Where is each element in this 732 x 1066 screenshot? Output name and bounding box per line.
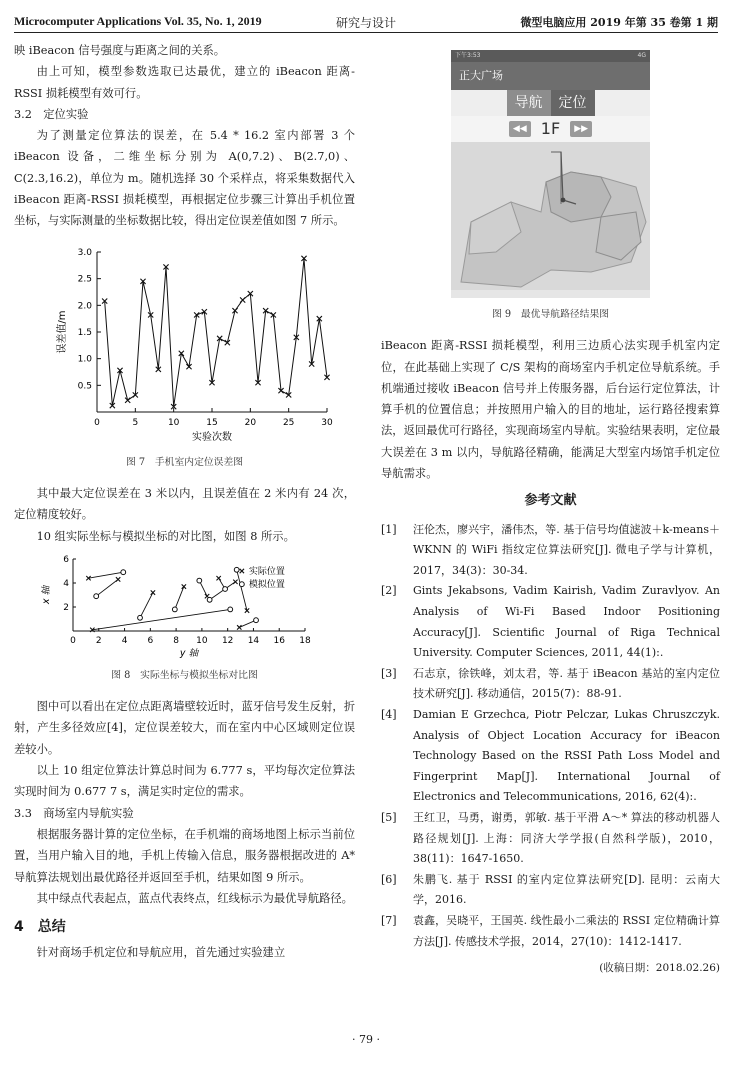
y-tick-label: 1.0 bbox=[77, 354, 92, 365]
simulated-position-point bbox=[222, 586, 227, 591]
pair-connector bbox=[92, 609, 230, 629]
x-tick-label: 18 bbox=[298, 635, 311, 646]
reference-text: 袁鑫，吴晓平，王国英. 线性最小二乘法的 RSSI 定位精确计算方法[J]. 传感技术学报，2014，27(10)：1412-1417. bbox=[413, 913, 720, 948]
simulated-position-point bbox=[93, 594, 98, 599]
pair-connector bbox=[88, 572, 123, 578]
reference-item bbox=[381, 705, 720, 808]
received-date: (收稿日期：2018.02.26) bbox=[599, 962, 720, 975]
reference-text: 朱鹏飞. 基于 RSSI 的室内定位算法研究[D]. 昆明：云南大学，2016. bbox=[413, 872, 720, 907]
legend-simulated-marker bbox=[239, 582, 244, 587]
x-tick-label: 0 bbox=[93, 417, 100, 428]
simulated-position-point bbox=[253, 618, 258, 623]
paragraph: 为了测量定位算法的误差，在 5.4 * 16.2 室内部署 3 个 iBeacon 设备，二维坐标分别为 A(0,7.2)、B(2.7,0)、C(2.3,16.2)，单位为 m。随机选择 30 个采样点，将采集数据代入 iBeacon 距离-RSSI 损耗模型，再根据定位步骤三计算出手机位置坐标，与实际测量的坐标数据比较，得出定位误差值如图 7 所示。 bbox=[14, 129, 355, 228]
reference-text: Gints Jekabsons, Vadim Kairish, Vadim Zuravlyov. An Analysis of Wi-Fi Based Indoor Positioning Accuracy[J]. Scientific Journal of Riga Technical University. Computer Sciences, 2011, 44(1):. bbox=[413, 584, 720, 660]
floor-switcher bbox=[451, 116, 650, 142]
x-tick-label: 4 bbox=[121, 635, 127, 646]
reference-text: 王红卫，马勇，谢勇，郭敏. 基于平滑 A～* 算法的移动机器人路径规划[J]. 上海：同济大学学报(自然科学版)，2010，38(11)：1647-1650. bbox=[413, 810, 720, 866]
floor-label: 1F bbox=[540, 119, 561, 139]
simulated-position-point bbox=[120, 570, 125, 575]
x-tick-label: 25 bbox=[282, 417, 294, 428]
figure-9-screenshot bbox=[451, 50, 650, 298]
y-tick-label: 3.0 bbox=[77, 247, 92, 258]
pair-connector bbox=[96, 579, 118, 596]
subsection-heading: 3.3 商场室内导航实验 bbox=[14, 806, 134, 820]
pair-connector bbox=[174, 586, 183, 609]
status-signal: 4G bbox=[637, 52, 646, 59]
legend-actual-marker bbox=[239, 569, 243, 573]
x-tick-label: 14 bbox=[247, 635, 259, 646]
references-heading: 参考文献 bbox=[524, 493, 577, 509]
figure-9-caption: 图 9 最优导航路径结果图 bbox=[491, 309, 610, 320]
pair-connector bbox=[236, 570, 246, 611]
reference-item bbox=[381, 911, 720, 952]
y-axis-label: x 轴 bbox=[40, 585, 52, 604]
x-axis-label: y 轴 bbox=[179, 647, 198, 659]
reference-item bbox=[381, 520, 720, 582]
x-tick-label: 30 bbox=[320, 417, 333, 428]
x-tick-label: 5 bbox=[131, 417, 138, 428]
reference-number: [2] bbox=[381, 584, 397, 598]
section-label: 研究与设计 bbox=[335, 16, 396, 30]
running-header bbox=[14, 14, 718, 32]
subsection-heading: 3.2 定位实验 bbox=[14, 107, 89, 121]
legend-actual-label: 实际位置 bbox=[248, 566, 285, 577]
actual-position-point bbox=[233, 579, 237, 583]
journal-en: Microcomputer Applications Vol. 35, No. 1, 2019 bbox=[14, 14, 262, 28]
prev-floor-icon: ◀◀ bbox=[509, 121, 531, 137]
x-tick-label: 0 bbox=[69, 635, 76, 646]
x-tick-label: 20 bbox=[244, 417, 256, 428]
simulated-position-point bbox=[234, 567, 239, 572]
error-data-point bbox=[240, 297, 245, 302]
reference-list bbox=[381, 520, 720, 952]
y-tick-label: 2 bbox=[62, 602, 69, 613]
x-tick-label: 12 bbox=[221, 635, 233, 646]
x-tick-label: 10 bbox=[195, 635, 208, 646]
reference-item bbox=[381, 664, 720, 705]
right-column bbox=[381, 40, 720, 979]
reference-number: [4] bbox=[381, 708, 397, 722]
page-number: · 79 · bbox=[352, 1033, 380, 1046]
x-tick-label: 6 bbox=[146, 635, 153, 646]
paragraph: 映 iBeacon 信号强度与距离之间的关系。 bbox=[14, 44, 226, 57]
reference-item bbox=[381, 808, 720, 870]
app-title: 正大广场 bbox=[451, 62, 650, 90]
simulated-position-point bbox=[227, 607, 232, 612]
simulated-position-point bbox=[196, 578, 201, 583]
x-tick-label: 10 bbox=[167, 417, 179, 428]
mall-map bbox=[451, 142, 650, 298]
pair-connector bbox=[140, 592, 153, 617]
figure-7-chart bbox=[35, 240, 335, 448]
tab-location: 定位 bbox=[551, 90, 595, 116]
y-tick-label: 1.5 bbox=[77, 327, 92, 338]
reference-number: [6] bbox=[381, 872, 397, 886]
paragraph: 以上 10 组定位算法计算总时间为 6.777 s，平均每次定位算法实现时间为 0.677 7 s，满足实时定位的需求。 bbox=[14, 764, 355, 799]
y-tick-label: 6 bbox=[62, 554, 69, 565]
paragraph: 10 组实际坐标与模拟坐标的对比图，如图 8 所示。 bbox=[36, 529, 295, 543]
actual-position-point bbox=[115, 577, 119, 581]
paragraph: iBeacon 距离-RSSI 损耗模型，利用三边质心法实现手机室内定位，在此基础上实现了 C/S 架构的商场室内手机定位导航系统。手机端通过接收 iBeacon 信号并上传服务器，后台运行定位算法，计算手机的位置信息；并按照用户输入的目的地址，运行路径搜索算法，返回最优可行路径，实现商场室内导航。实验结果表明，定位最大误差在 3 m 以内，导航路径精确，能满足大型室内场馆手机定位导航需求。 bbox=[381, 339, 720, 481]
y-tick-label: 0.5 bbox=[77, 381, 92, 392]
y-axis-label: 误差值/m bbox=[56, 310, 68, 354]
paragraph: 其中最大定位误差在 3 米以内，且误差值在 2 米内有 24 次，定位精度较好。 bbox=[14, 486, 355, 522]
x-tick-label: 15 bbox=[205, 417, 218, 428]
y-tick-label: 2.5 bbox=[77, 274, 92, 285]
reference-text: 石志京，徐铁峰，刘太君，等. 基于 iBeacon 基站的室内定位技术研究[J]. 移动通信，2015(7)：88-91. bbox=[413, 666, 720, 701]
paragraph: 其中绿点代表起点，蓝点代表终点，红线标示为最优导航路径。 bbox=[36, 891, 353, 905]
paragraph: 根据服务器计算的定位坐标，在手机端的商场地图上标示当前位置，当用户输入目的地，手机上传输入信息，服务器根据改进的 A* 导航算法规划出最优路径并返回至手机，结果如图 9 所示。 bbox=[14, 827, 355, 884]
reference-item bbox=[381, 581, 720, 663]
mode-tabs bbox=[451, 90, 650, 116]
legend-simulated-label: 模拟位置 bbox=[248, 580, 285, 591]
simulated-position-point bbox=[172, 607, 177, 612]
next-floor-icon: ▶▶ bbox=[570, 121, 592, 137]
figure-8-chart bbox=[35, 553, 335, 661]
actual-position-point bbox=[150, 590, 154, 594]
figure-8-caption: 图 8 实际坐标与模拟坐标对比图 bbox=[111, 669, 258, 681]
y-tick-label: 4 bbox=[62, 578, 69, 589]
reference-number: [7] bbox=[381, 913, 397, 927]
x-tick-label: 2 bbox=[95, 635, 102, 646]
x-tick-label: 16 bbox=[272, 635, 285, 646]
reference-number: [3] bbox=[381, 666, 397, 680]
figure-7-caption: 图 7 手机室内定位误差图 bbox=[125, 456, 244, 468]
header-rule bbox=[14, 32, 718, 33]
paragraph: 图中可以看出在定位点距离墙壁较近时，蓝牙信号发生反射，折射，产生多径效应[4]，定位误差较大，而在室内中心区域则定位误差较小。 bbox=[14, 700, 355, 756]
phone-status-bar bbox=[451, 50, 650, 62]
journal-cn: 微型电脑应用 2019 年第 35 卷第 1 期 bbox=[520, 16, 718, 29]
x-tick-label: 8 bbox=[172, 635, 179, 646]
reference-text: Damian E Grzechca, Piotr Pelczar, Lukas Chruszczyk. Analysis of Object Location Accuracy for iBeacon Technology Based on the RSSI Path Loss Model and Fingerprint Map[J]. International Journal of Electronics and Telecommunications, 2016, 62(4):. bbox=[413, 708, 720, 804]
reference-number: [1] bbox=[381, 522, 397, 536]
actual-position-point bbox=[237, 625, 241, 629]
reference-item bbox=[381, 870, 720, 911]
paragraph: 由上可知，模型参数选取已达最优，建立的 iBeacon 距离-RSSI 损耗模型有效可行。 bbox=[14, 65, 355, 100]
x-axis-label: 实验次数 bbox=[191, 431, 232, 443]
simulated-position-point bbox=[137, 615, 142, 620]
reference-number: [5] bbox=[381, 810, 397, 824]
section-heading: 4 总结 bbox=[14, 919, 66, 936]
tab-navigation: 导航 bbox=[507, 90, 551, 116]
simulated-position-point bbox=[207, 597, 212, 602]
left-column bbox=[14, 40, 355, 964]
status-time: 下午3:53 bbox=[455, 52, 481, 59]
error-series-line bbox=[104, 258, 326, 406]
actual-position-point bbox=[216, 576, 220, 580]
actual-position-point bbox=[181, 584, 185, 588]
paragraph: 针对商场手机定位和导航应用，首先通过实验建立 bbox=[36, 946, 286, 960]
reference-text: 汪伦杰，廖兴宇，潘伟杰，等. 基于信号均值滤波＋k-means＋WKNN 的 WiFi 指纹定位算法研究[J]. 微电子学与计算机，2017，34(3)：30-34. bbox=[413, 522, 720, 577]
y-tick-label: 2.0 bbox=[77, 301, 92, 312]
